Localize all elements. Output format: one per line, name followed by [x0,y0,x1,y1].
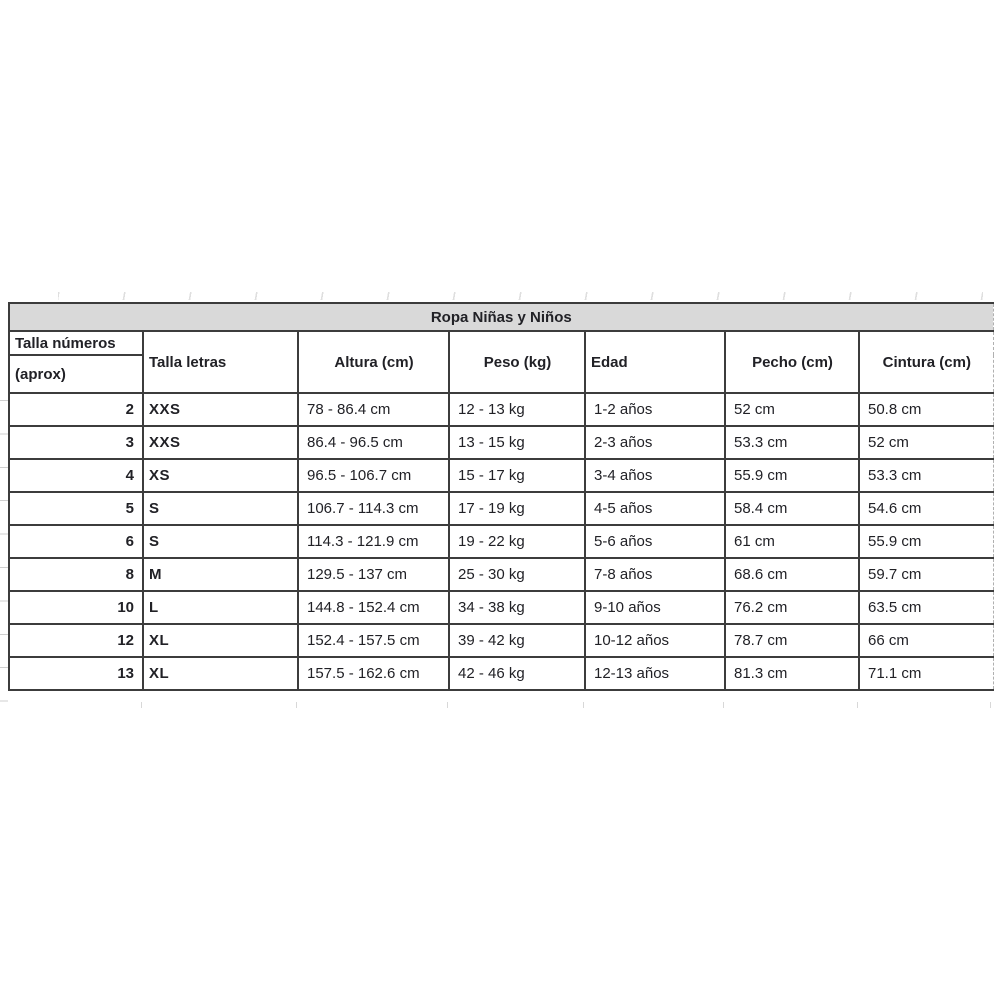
col-header-cintura: Cintura (cm) [859,331,993,393]
cell-talla-numeros: 8 [9,558,143,591]
cell-talla-numeros: 3 [9,426,143,459]
size-chart-table [8,302,994,691]
cell-cintura: 50.8 cm [859,393,993,426]
cell-cintura: 54.6 cm [859,492,993,525]
col-header-peso: Peso (kg) [449,331,585,393]
cell-altura: 86.4 - 96.5 cm [298,426,449,459]
cell-altura: 106.7 - 114.3 cm [298,492,449,525]
cell-cintura: 71.1 cm [859,657,993,690]
cell-talla-letras: XL [143,624,298,657]
cell-talla-numeros: 10 [9,591,143,624]
cell-talla-numeros: 5 [9,492,143,525]
table-row [9,492,993,525]
cell-talla-letras: M [143,558,298,591]
cell-edad: 10-12 años [585,624,725,657]
cell-talla-numeros: 12 [9,624,143,657]
cell-edad: 1-2 años [585,393,725,426]
cell-talla-numeros: 13 [9,657,143,690]
table-row [9,657,993,690]
cell-peso: 12 - 13 kg [449,393,585,426]
col-header-talla-numeros: Talla números [9,331,143,355]
cell-peso: 39 - 42 kg [449,624,585,657]
cell-cintura: 53.3 cm [859,459,993,492]
cell-altura: 144.8 - 152.4 cm [298,591,449,624]
cell-peso: 15 - 17 kg [449,459,585,492]
cell-cintura: 52 cm [859,426,993,459]
table-row [9,393,993,426]
cell-peso: 25 - 30 kg [449,558,585,591]
gridline-artifacts-bottom [8,702,992,708]
cell-altura: 114.3 - 121.9 cm [298,525,449,558]
cell-pecho: 78.7 cm [725,624,859,657]
cell-talla-numeros: 4 [9,459,143,492]
cell-talla-letras: XXS [143,393,298,426]
cell-talla-letras: XXS [143,426,298,459]
cell-altura: 129.5 - 137 cm [298,558,449,591]
cell-altura: 152.4 - 157.5 cm [298,624,449,657]
gridline-artifacts-left [0,400,8,702]
cell-edad: 5-6 años [585,525,725,558]
cell-pecho: 76.2 cm [725,591,859,624]
cell-peso: 42 - 46 kg [449,657,585,690]
col-header-edad: Edad [585,331,725,393]
cell-cintura: 59.7 cm [859,558,993,591]
cell-altura: 157.5 - 162.6 cm [298,657,449,690]
cell-talla-letras: S [143,525,298,558]
cell-altura: 78 - 86.4 cm [298,393,449,426]
table-row [9,558,993,591]
cell-talla-letras: L [143,591,298,624]
gridline-artifacts-top [58,292,983,300]
table-row [9,459,993,492]
cell-cintura: 66 cm [859,624,993,657]
cell-edad: 2-3 años [585,426,725,459]
cell-talla-letras: XL [143,657,298,690]
cell-pecho: 68.6 cm [725,558,859,591]
cell-peso: 19 - 22 kg [449,525,585,558]
cell-edad: 9-10 años [585,591,725,624]
cell-pecho: 52 cm [725,393,859,426]
col-header-aprox: (aprox) [9,355,143,393]
cell-peso: 17 - 19 kg [449,492,585,525]
cell-edad: 4-5 años [585,492,725,525]
table-row [9,591,993,624]
cell-pecho: 61 cm [725,525,859,558]
cell-talla-numeros: 6 [9,525,143,558]
table-row [9,525,993,558]
cell-talla-letras: S [143,492,298,525]
col-header-talla-letras: Talla letras [143,331,298,393]
col-header-altura: Altura (cm) [298,331,449,393]
cell-pecho: 81.3 cm [725,657,859,690]
cell-pecho: 55.9 cm [725,459,859,492]
cell-talla-numeros: 2 [9,393,143,426]
table-title: Ropa Niñas y Niños [9,303,993,331]
cell-edad: 7-8 años [585,558,725,591]
col-header-pecho: Pecho (cm) [725,331,859,393]
header-row [9,331,993,355]
table-row [9,426,993,459]
cell-pecho: 53.3 cm [725,426,859,459]
cell-edad: 12-13 años [585,657,725,690]
cell-cintura: 63.5 cm [859,591,993,624]
cell-edad: 3-4 años [585,459,725,492]
table-title-row [9,303,993,331]
cell-altura: 96.5 - 106.7 cm [298,459,449,492]
cell-talla-letras: XS [143,459,298,492]
cell-pecho: 58.4 cm [725,492,859,525]
cell-peso: 13 - 15 kg [449,426,585,459]
cell-peso: 34 - 38 kg [449,591,585,624]
cell-cintura: 55.9 cm [859,525,993,558]
table-row [9,624,993,657]
